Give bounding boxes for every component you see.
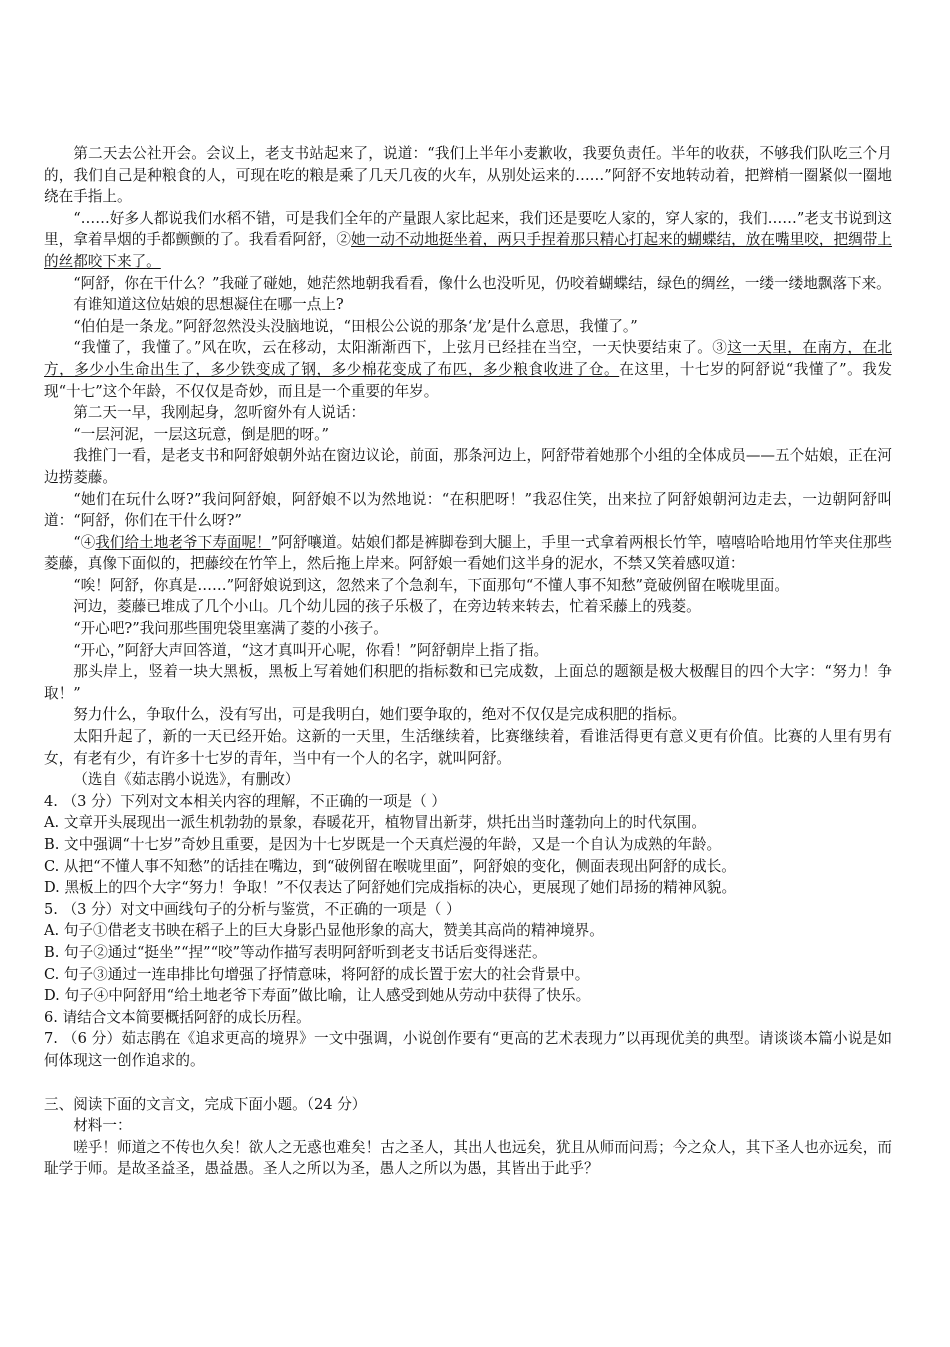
- text-run: “④: [73, 533, 96, 551]
- story-paragraph: “唉！阿舒，你真是……”阿舒娘说到这，忽然来了个急刹车，下面那句“不懂人事不知愁”竟破例留在喉咙里面。: [73, 576, 789, 594]
- question-5-option-d: D. 句子④中阿舒用“给土地老爷下寿面”做比喻，让人感受到她从劳动中获得了快乐。: [44, 987, 591, 1005]
- underlined-sentence-2: 她一动不动地挺坐着，两只手捏着那只精心打起来的蝴蝶结，放在嘴里咬，把绸带上的丝都咬下来了。: [44, 231, 892, 270]
- question-4-option-b: B. 文中强调“十七岁”奇妙且重要，是因为十七岁既是一个天真烂漫的年龄，又是一个自认为成熟的年龄。: [44, 836, 722, 853]
- section-spacer: [44, 1072, 892, 1094]
- story-paragraph: “阿舒，你在干什么？”我碰了碰她，她茫然地朝我看看，像什么也没听见，仍咬着蝴蝶结，绿色的绸丝，一缕一缕地飘落下来。: [73, 274, 891, 292]
- story-paragraph: [44, 208, 892, 273]
- text-run: “我懂了，我懂了。”风在吹，云在移动，太阳渐渐西下，上弦月已经挂在当空，一天快要结束了。③: [73, 339, 728, 357]
- question-4-option-c: C. 从把“不懂人事不知愁”的话挂在嘴边，到“破例留在喉咙里面”，阿舒娘的变化，侧面表现出阿舒的成长。: [44, 857, 736, 875]
- question-5-option-b: B. 句子②通过“挺坐”“捏”“咬”等动作描写表明阿舒听到老支书话后变得迷茫。: [44, 943, 547, 961]
- story-paragraph: 努力什么，争取什么，没有写出，可是我明白，她们要争取的，绝对不仅仅是完成积肥的指标。: [73, 706, 687, 724]
- text-run: 在这里，十七岁的阿舒说“我懂了”。我发现“十七”这个年龄，不仅仅是奇妙，而且是一个重要的年岁。: [44, 360, 892, 400]
- material-text: 嗟乎！师道之不传也久矣！欲人之无惑也难矣！古之圣人，其出人也远矣，犹且从师而问焉；今之众人，其下圣人也亦远矣，而耻学于师。是故圣益圣，愚益愚。圣人之所以为圣，愚人之所以为愚，其皆出于此乎？: [44, 1138, 892, 1178]
- question-4-option-a: A. 文章开头展现出一派生机勃勃的景象，春暖花开，植物冒出新芽，烘托出当时蓬勃向上的时代氛围。: [44, 814, 706, 832]
- story-paragraph: “开心，”阿舒大声回答道，“这才真叫开心呢，你看！”阿舒朝岸上指了指。: [73, 641, 549, 659]
- underlined-sentence-4: 我们给土地老爷下寿面呢！: [95, 533, 271, 551]
- story-paragraph: [44, 532, 892, 575]
- question-6: 6. 请结合文本简要概括阿舒的成长历程。: [44, 1008, 311, 1026]
- story-paragraph: 有谁知道这位姑娘的思想凝住在哪一点上?: [73, 296, 344, 314]
- story-paragraph: “开心吧?”我问那些围兜袋里塞满了菱的小孩子。: [73, 620, 388, 638]
- text-run: “……好多人都说我们水稻不错，可是我们全年的产量跟人家比起来，我们还是要吃人家的，穿人家的，我们……”老支书说到这里，拿着旱烟的手都颤颤的了。我看看阿舒，②: [44, 209, 892, 249]
- story-paragraph: 太阳升起了，新的一天已经开始。这新的一天里，生活继续着，比赛继续着，看谁活得更有意义更有价值。比赛的人里有男有女，有老有少，有许多十七岁的青年，当中有一个人的名字，就叫阿舒。: [44, 728, 892, 767]
- story-paragraph: 河边，菱藤已堆成了几个小山。几个幼儿园的孩子乐极了，在旁边转来转去，忙着采藤上的残菱。: [73, 598, 701, 616]
- question-4: 4. （3 分）下列对文本相关内容的理解，不正确的一项是（ ）: [44, 792, 446, 810]
- text-run: ”阿舒嚷道。姑娘们都是裤脚卷到大腿上，手里一式拿着两根长竹竿，嘻嘻哈哈地用竹竿夹住那些菱藤，真像下面似的，把藤绞在竹竿上，然后拖上岸来。阿舒娘一看她们这半身的泥水，不禁又笑着感叹道：: [44, 533, 892, 573]
- question-5-option-a: A. 句子①借老支书映在稻子上的巨大身影凸显他形象的高大，赞美其高尚的精神境界。: [44, 922, 604, 940]
- story-paragraph: “一层河泥，一层这玩意，倒是肥的呀。”: [73, 425, 329, 443]
- story-paragraph: 那头岸上，竖着一块大黑板，黑板上写着她们积肥的指标数和已完成数，上面总的题额是极大极醒目的四个大字：“努力！争取！”: [44, 663, 892, 702]
- question-4-option-d: D. 黑板上的四个大字“努力！争取！”不仅表达了阿舒她们完成指标的决心，更展现了她们昂扬的精神风貌。: [44, 879, 737, 897]
- question-5-option-c: C. 句子③通过一连串排比句增强了抒情意味，将阿舒的成长置于宏大的社会背景中。: [44, 965, 590, 983]
- story-paragraph: “她们在玩什么呀?”我问阿舒娘，阿舒娘不以为然地说：“在积肥呀！”我忍住笑，出来拉了阿舒娘朝河边走去，一边朝阿舒叫道：“阿舒，你们在干什么呀?”: [44, 490, 892, 530]
- question-7: 7. （6 分）茹志鹃在《追求更高的境界》一文中强调，小说创作要有“更高的艺术表现力”以再现优美的典型。请谈谈本篇小说是如何体现这一创作追求的。: [44, 1030, 892, 1069]
- story-paragraph: “伯伯是一条龙。”阿舒忽然没头没脑地说，“田根公公说的那条‘龙’是什么意思，我懂了。”: [73, 317, 638, 335]
- source-note: （选自《茹志鹃小说选》，有删改）: [73, 771, 300, 789]
- material-label: 材料一：: [73, 1117, 132, 1135]
- question-5: 5. （3 分）对文中画线句子的分析与鉴赏，不正确的一项是（ ）: [44, 900, 461, 918]
- story-paragraph: [44, 337, 892, 402]
- underlined-sentence-3: 这一天里，在南方，在北方，多少小生命出生了，多少铁变成了钢，多少棉花变成了布匹，多少粮食收进了仓。: [44, 339, 892, 378]
- story-paragraph: 第二天一早，我刚起身，忽听窗外有人说话：: [73, 404, 366, 422]
- story-paragraph: 第二天去公社开会。会议上，老支书站起来了，说道：“我们上半年小麦歉收，我要负责任。半年的收获，不够我们队吃三个月的，我们自己是种粮食的人，可现在吃的粮是乘了几天几夜的火车，从别处运来的……”阿舒不安地转动着，把辫梢一圈紧似一圈地绕在手指上。: [44, 145, 892, 206]
- story-paragraph: 我推门一看，是老支书和阿舒娘朝外站在窗边议论，前面，那条河边上，阿舒带着她那个小组的全体成员——五个姑娘，正在河边捞菱藤。: [44, 447, 892, 486]
- section-3-heading: 三、阅读下面的文言文，完成下面小题。（24 分）: [44, 1095, 367, 1113]
